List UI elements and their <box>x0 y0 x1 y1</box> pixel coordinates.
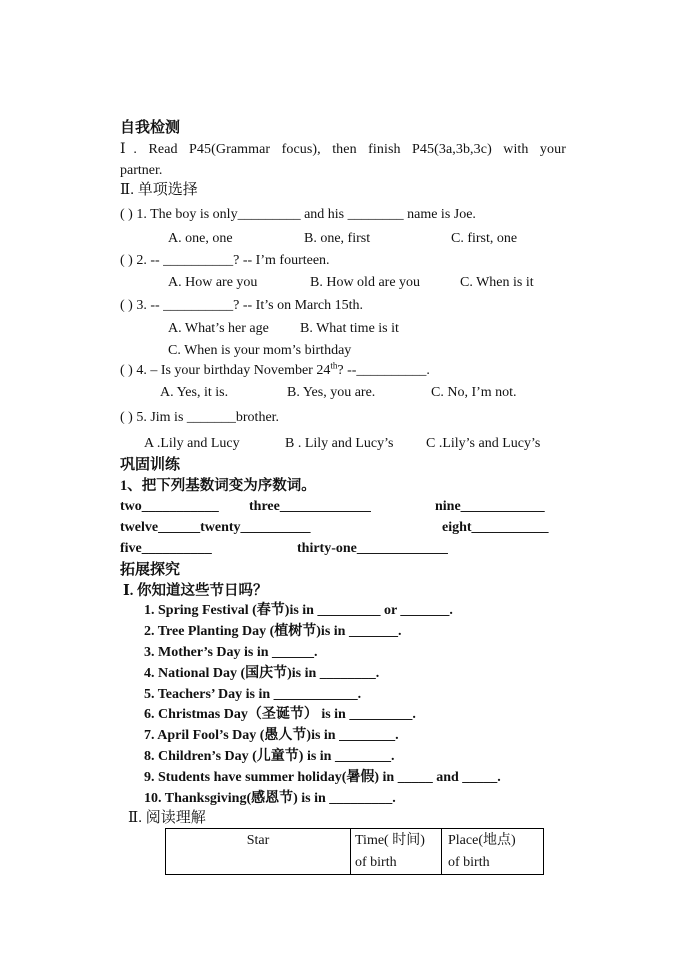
reading-heading: Ⅱ. 阅读理解 <box>128 810 206 826</box>
star-birth-table <box>165 828 544 875</box>
question-3-option-a: A. What’s her age <box>168 321 269 336</box>
multiple-choice-heading: Ⅱ. 单项选择 <box>120 182 198 198</box>
question-5-option-c: C .Lily’s and Lucy’s <box>426 436 541 451</box>
festival-item-2: 2. Tree Planting Day (植树节)is in _______. <box>144 624 402 639</box>
task-1-line-2: partner. <box>120 163 163 178</box>
ordinal-twelve-twenty: twelve______twenty__________ <box>120 520 311 535</box>
star-header-label: Star <box>246 833 270 848</box>
place-header-line-1: Place(地点) <box>448 833 516 848</box>
question-4-stem <box>120 362 430 380</box>
question-2-stem: ( ) 2. -- __________? -- I’m fourteen. <box>120 253 330 268</box>
question-1-option-a: A. one, one <box>168 231 233 246</box>
task-1-line-1: Ⅰ. Read P45(Grammar focus), then finish P45(3a,3b,3c) with your <box>120 142 566 157</box>
star-header <box>166 829 351 875</box>
ordinal-five: five__________ <box>120 541 212 556</box>
question-5-stem: ( ) 5. Jim is _______brother. <box>120 410 280 425</box>
festival-item-3: 3. Mother’s Day is in ______. <box>144 645 318 660</box>
question-5-option-b: B . Lily and Lucy’s <box>285 436 394 451</box>
festival-item-7: 7. April Fool’s Day (愚人节)is in ________. <box>144 728 399 743</box>
question-4-superscript: th <box>330 360 338 371</box>
festival-item-1: 1. Spring Festival (春节)is in _________ or _______. <box>144 603 453 618</box>
question-4-option-c: C. No, I’m not. <box>431 385 517 400</box>
festival-item-5: 5. Teachers’ Day is in ____________. <box>144 687 362 702</box>
ordinal-three: three_____________ <box>249 499 371 514</box>
festivals-heading: Ⅰ. 你知道这些节日吗？ <box>123 583 268 599</box>
ordinal-thirty-one: thirty-one_____________ <box>297 541 448 556</box>
question-3-option-c: C. When is your mom’s birthday <box>168 343 352 358</box>
question-4-option-a: A. Yes, it is. <box>160 385 229 400</box>
festival-item-4: 4. National Day (国庆节)is in ________. <box>144 666 380 681</box>
question-2-option-a: A. How are you <box>168 275 258 290</box>
question-1-option-b: B. one, first <box>304 231 371 246</box>
time-header-line-1: Time( 时间) <box>355 833 425 848</box>
festival-item-9: 9. Students have summer holiday(暑假) in _____ and _____. <box>144 770 501 785</box>
ordinal-nine: nine____________ <box>435 499 545 514</box>
table-row <box>166 829 544 875</box>
festival-item-8: 8. Children’s Day (儿童节) is in ________. <box>144 749 395 764</box>
question-5-option-a: A .Lily and Lucy <box>144 436 240 451</box>
question-4-stem-text: ( ) 4. – Is your birthday November 24 <box>120 363 331 378</box>
question-4-option-b: B. Yes, you are. <box>287 385 376 400</box>
festival-item-10: 10. Thanksgiving(感恩节) is in _________. <box>144 791 396 806</box>
question-2-option-b: B. How old are you <box>310 275 421 290</box>
ordinal-eight: eight___________ <box>442 520 549 535</box>
self-check-title: 自我检测 <box>120 120 181 136</box>
question-1-stem: ( ) 1. The boy is only_________ and his ________ name is Joe. <box>120 207 476 222</box>
question-3-option-b: B. What time is it <box>300 321 399 336</box>
festival-item-6: 6. Christmas Day（圣诞节） is in _________. <box>144 707 416 722</box>
place-header <box>442 829 544 875</box>
time-header <box>351 829 442 875</box>
question-1-option-c: C. first, one <box>451 231 518 246</box>
question-3-stem: ( ) 3. -- __________? -- It’s on March 15th. <box>120 298 364 313</box>
consolidate-instruction: 1、把下列基数词变为序数词。 <box>120 478 316 494</box>
consolidate-title: 巩固训练 <box>120 457 181 473</box>
ordinal-two: two___________ <box>120 499 219 514</box>
question-4-stem-tail: ? --__________. <box>337 363 430 378</box>
question-2-option-c: C. When is it <box>460 275 534 290</box>
time-header-line-2: of birth <box>355 855 397 870</box>
place-header-line-2: of birth <box>448 855 490 870</box>
extend-title: 拓展探究 <box>120 562 181 578</box>
